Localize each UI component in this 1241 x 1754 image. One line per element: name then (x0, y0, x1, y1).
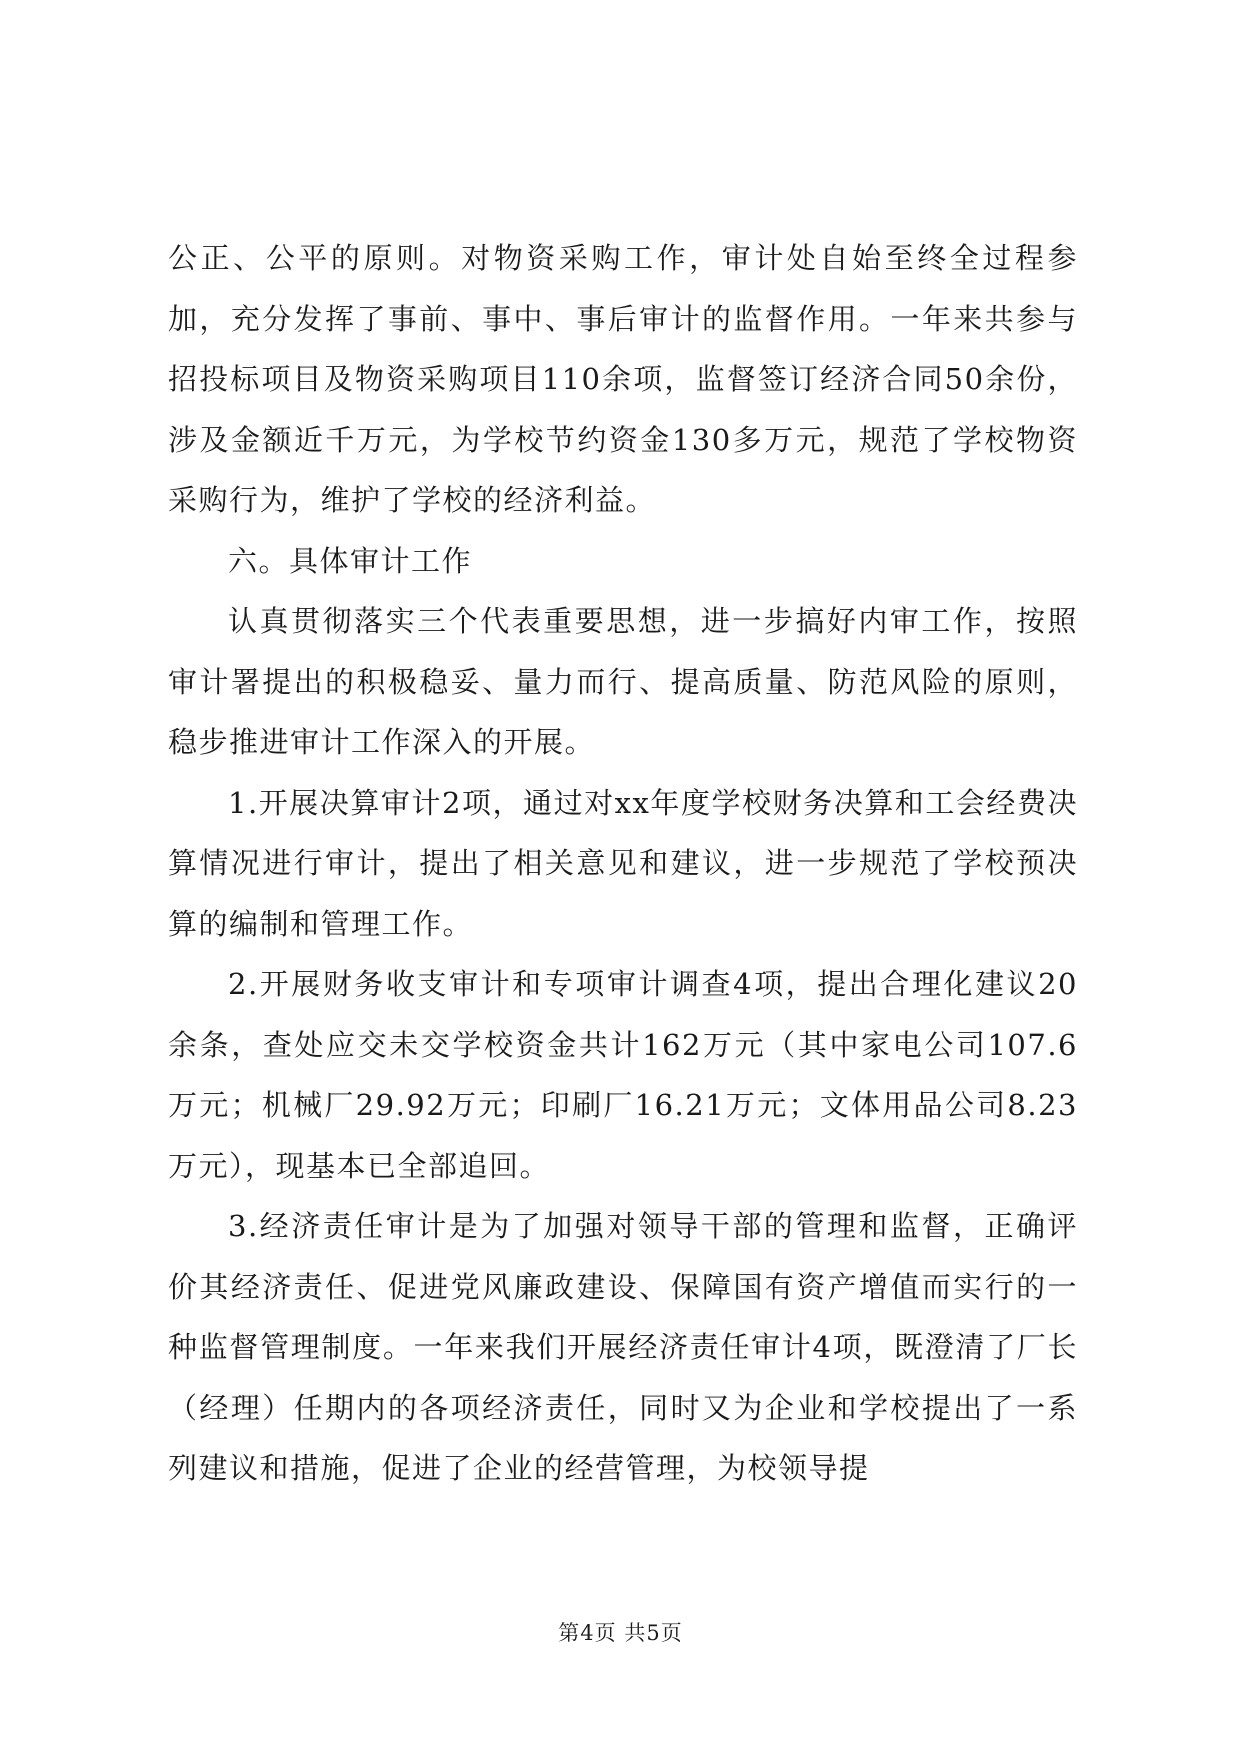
paragraph-3: 认真贯彻落实三个代表重要思想，进一步搞好内审工作，按照审计署提出的积极稳妥、量力而行、提高质量、防范风险的原则，稳步推进审计工作深入的开展。 (168, 604, 1078, 759)
paragraph-2-section-heading: 六。具体审计工作 (228, 543, 473, 578)
paragraph-6-item-3: 3.经济责任审计是为了加强对领导干部的管理和监督，正确评价其经济责任、促进党风廉政建设、保障国有资产增值而实行的一种监督管理制度。一年来我们开展经济责任审计4项，既澄清了厂长（经理）任期内的各项经济责任，同时又为企业和学校提出了一系列建议和措施，促进了企业的经营管理，为校领导提 (168, 1209, 1078, 1485)
paragraph-1: 公正、公平的原则。对物资采购工作，审计处自始至终全过程参加，充分发挥了事前、事中、事后审计的监督作用。一年来共参与招投标项目及物资采购项目110余项，监督签订经济合同50余份，涉及金额近千万元，为学校节约资金130多万元，规范了学校物资采购行为，维护了学校的经济利益。 (168, 241, 1078, 517)
page-number-label: 第4页 共5页 (558, 1621, 683, 1645)
paragraph-4-item-1: 1.开展决算审计2项，通过对xx年度学校财务决算和工会经费决算情况进行审计，提出了相关意见和建议，进一步规范了学校预决算的编制和管理工作。 (168, 785, 1078, 941)
document-body (168, 228, 1078, 1499)
paragraph-5-item-2: 2.开展财务收支审计和专项审计调查4项，提出合理化建议20余条，查处应交未交学校资金共计162万元（其中家电公司107.6万元；机械厂29.92万元；印刷厂16.21万元；文体用品公司8.23万元），现基本已全部追回。 (168, 967, 1078, 1183)
page-footer (0, 1618, 1241, 1648)
